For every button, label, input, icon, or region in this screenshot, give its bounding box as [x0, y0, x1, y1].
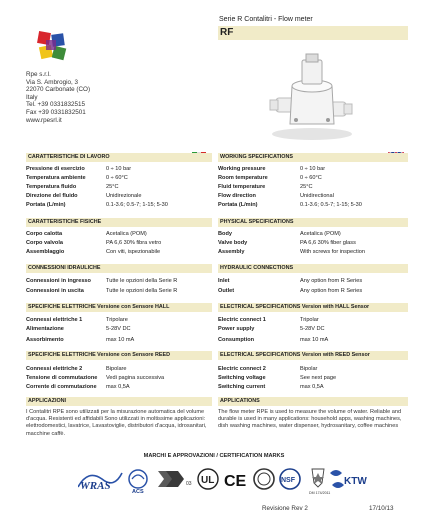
ktw-label: KTW [344, 476, 367, 487]
spec-value: Tripolare [106, 317, 128, 323]
section-head-work-it: CARATTERISTICHE DI LAVORO [26, 153, 212, 162]
spec-value: Tripolar [300, 317, 319, 323]
spec-key: Body [218, 231, 232, 237]
spec-key: Consumption [218, 337, 255, 343]
spec-key: Inlet [218, 278, 230, 284]
spec-key: Assemblaggio [26, 249, 65, 255]
nsf-label: NSF [281, 477, 295, 484]
spec-value: max 0,5A [300, 384, 324, 390]
spec-value: max 10 mA [106, 337, 135, 343]
spec-value: With screws for inspection [300, 249, 365, 255]
acs-mark-icon [129, 470, 147, 495]
spec-value: Unidirezionale [106, 193, 142, 199]
applications-text-en: The flow meter RPE is used to measure the volume of water. Reliable and durable is used in many applications: household apps, washing machines, dish washing machines, water dispenser, hydrosanitary, coffee machines [218, 409, 402, 430]
model-code: RF [220, 27, 234, 38]
ul-mark-icon [198, 469, 218, 489]
spec-key: Connessioni in ingresso [26, 278, 91, 284]
spec-value: Vedi pagina successiva [106, 375, 165, 381]
section-head-hyd-en: HYDRAULIC CONNECTIONS [218, 264, 408, 273]
spec-key: Portata (L/min) [218, 202, 258, 208]
spec-value: Unidirectional [300, 193, 334, 199]
spec-key: Electric connect 1 [218, 317, 266, 323]
certification-marks [78, 465, 368, 495]
spec-value: PA 6,6 30% fibra vetro [106, 240, 162, 246]
spec-key: Assorbimento [26, 337, 64, 343]
ce-label: CE [224, 473, 247, 490]
italian-emblem-icon [309, 469, 330, 495]
spec-key: Connessioni in uscita [26, 288, 84, 294]
company-name: Rpe s.r.l. [26, 71, 51, 78]
spec-key: Corrente di commutazione [26, 384, 97, 390]
series-title: Serie R Contalitri - Flow meter [219, 16, 313, 23]
wras-mark-icon [78, 473, 122, 492]
section-head-hall-en: ELECTRICAL SPECIFICATIONS Version with HALL Sensor [218, 303, 408, 312]
spec-key: Switching current [218, 384, 266, 390]
spec-key: Electric connect 2 [218, 366, 266, 372]
company-fax: Fax +39 0331832501 [26, 108, 86, 116]
spec-value: Acetalica (POM) [106, 231, 147, 237]
dm-caption: DM 174/2011 [309, 491, 331, 495]
spec-value: max 0,5A [106, 384, 130, 390]
model-band [218, 26, 408, 40]
section-head-reed-en: ELECTRICAL SPECIFICATIONS Version with REED Sensor [218, 351, 408, 360]
section-head-reed-it: SPECIFICHE ELETTRICHE Versione con Sensore REED [26, 351, 212, 360]
section-head-app-it: APPLICAZIONI [26, 397, 212, 406]
section-head-hyd-it: CONNESSIONI IDRAULICHE [26, 264, 212, 273]
spec-key: Room temperature [218, 175, 268, 181]
acs-label: ACS [132, 489, 144, 495]
spec-key: Valve body [218, 240, 248, 246]
section-head-app-en: APPLICATIONS [218, 397, 408, 406]
flow-meter-product-image [262, 46, 362, 146]
address-country: Italy [26, 93, 38, 101]
spec-key: Connessi elettriche 2 [26, 366, 83, 372]
spec-key: Flow direction [218, 193, 256, 199]
svg-text:UL: UL [201, 475, 215, 486]
spec-value: Any option from R Series [300, 288, 363, 294]
spec-value: 5-28V DC [300, 326, 325, 332]
spec-value: Bipolare [106, 366, 127, 372]
applications-text-it: I Contalitri RPE sono utilizzati per la misurazione automatica del volume d'acqua. Resistenti ed affidabili Sono utilizzati in moltissime applicazioni: elettrodomestici, lavatrice, Lavastoviglie, distributori d'acqua, idrosanitari, macchine caffè. [26, 409, 207, 437]
spec-value: Tutte le opzioni della Serie R [106, 288, 178, 294]
revision-date: 17/10/13 [369, 505, 394, 512]
spec-key: Power supply [218, 326, 255, 332]
spec-key: Fluid temperature [218, 184, 266, 190]
spec-key: Direzione del fluido [26, 193, 78, 199]
spec-value: PA 6,6 30% fiber glass [300, 240, 356, 246]
spec-value: Bipolar [300, 366, 318, 372]
spec-value: 0 ÷ 60°C [106, 175, 128, 181]
spec-value: 0.1-3.6; 0.5-7; 1-15; 5-30 [106, 202, 168, 208]
company-tel: Tel. +39 0331832515 [26, 101, 85, 109]
rpe-logo [34, 28, 70, 64]
spec-key: Switching voltage [218, 375, 266, 381]
spec-value: Acetalica (POM) [300, 231, 341, 237]
round-cert-mark-icon [254, 469, 274, 489]
spec-value: 25°C [300, 184, 313, 190]
spec-key: Alimentazione [26, 326, 64, 332]
dm-mark-icon [158, 471, 192, 487]
spec-key: Temperatura ambiente [26, 175, 86, 181]
spec-value: max 10 mA [300, 337, 329, 343]
spec-key: Corpo calotta [26, 231, 63, 237]
nsf-mark-icon [280, 469, 300, 489]
spec-value: 25°C [106, 184, 119, 190]
section-head-phys-en: PHYSICAL SPECIFICATIONS [218, 218, 408, 227]
spec-value: 0 ÷ 10 bar [300, 166, 326, 172]
spec-value: Any option from R Series [300, 278, 363, 284]
revision-label: Revisione Rev 2 [262, 505, 308, 512]
spec-key: Pressione di esercizio [26, 166, 85, 172]
address-city: 22070 Carbonate (CO) [26, 86, 91, 94]
spec-value: 0 ÷ 10 bar [106, 166, 132, 172]
section-head-hall-it: SPECIFICHE ELETTRICHE Versione con Sensore HALL [26, 303, 212, 312]
certification-marks-title: MARCHI E APPROVAZIONI / CERTIFICATION MARKS [143, 453, 285, 459]
spec-value: 0.1-3.6; 0.5-7; 1-15; 5-30 [300, 202, 362, 208]
section-head-work-en: WORKING SPECIFICATIONS [218, 153, 408, 162]
section-head-phys-it: CARATTERISTICHE FISICHE [26, 218, 212, 227]
spec-key: Corpo valvola [26, 240, 63, 246]
spec-key: Assembly [218, 249, 245, 255]
address-street: Via S. Ambrogio, 3 [26, 78, 79, 86]
company-website: www.rpesrl.it [26, 116, 62, 124]
spec-key: Temperatura fluido [26, 184, 77, 190]
wras-label: WRAS [80, 480, 111, 492]
spec-key: Portata (L/min) [26, 202, 66, 208]
spec-key: Tensione di commutazione [26, 375, 98, 381]
ce-mark-icon [224, 473, 247, 490]
dm-number: 03 [186, 481, 192, 487]
spec-value: See next page [300, 375, 337, 381]
ktw-mark-icon [330, 470, 367, 488]
spec-key: Working pressure [218, 166, 266, 172]
spec-key: Outlet [218, 288, 235, 294]
spec-value: Con viti, ispezionabile [106, 249, 161, 255]
spec-value: 0 ÷ 60°C [300, 175, 322, 181]
spec-key: Connessi elettriche 1 [26, 317, 83, 323]
spec-value: 5-28V DC [106, 326, 131, 332]
company-address [26, 71, 90, 124]
spec-value: Tutte le opzioni della Serie R [106, 278, 178, 284]
